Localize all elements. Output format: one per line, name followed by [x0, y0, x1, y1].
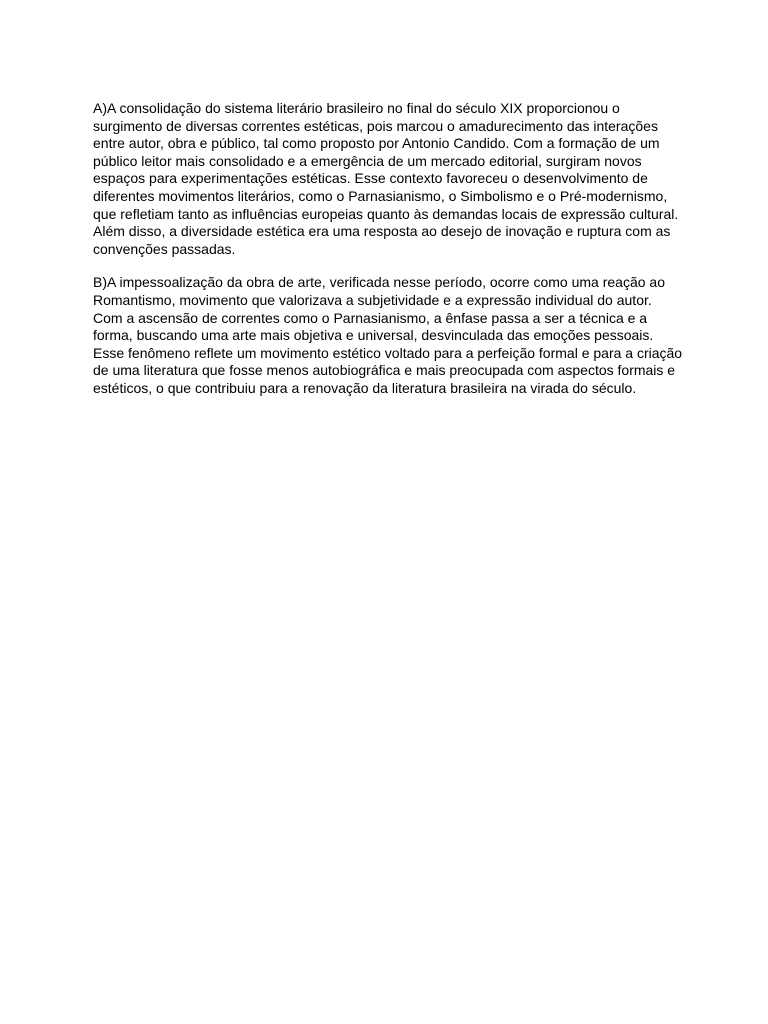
paragraph-a: A)A consolidação do sistema literário brasileiro no final do século XIX proporcionou o surgimento de diversas correntes estéticas, pois marcou o amadurecimento das interações entre autor, obra e público, tal como proposto por Antonio Candido. Com a formação de um público leitor mais consolidado e a emergência de um mercado editorial, surgiram novos espaços para experimentações estéticas. Esse contexto favoreceu o desenvolvimento de diferentes movimentos literários, como o Parnasianismo, o Simbolismo e o Pré-modernismo, que refletiam tanto as influências europeias quanto às demandas locais de expressão cultural. Além disso, a diversidade estética era uma resposta ao desejo de inovação e ruptura com as convenções passadas. — [93, 100, 679, 257]
paragraph-b: B)A impessoalização da obra de arte, verificada nesse período, ocorre como uma reação ao Romantismo, movimento que valorizava a subjetividade e a expressão individual do autor. Com a ascensão de correntes como o Parnasianismo, a ênfase passa a ser a técnica e a forma, buscando uma arte mais objetiva e universal, desvinculada das emoções pessoais. Esse fenômeno reflete um movimento estético voltado para a perfeição formal e para a criação de uma literatura que fosse menos autobiográfica e mais preocupada com aspectos formais e estéticos, o que contribuiu para a renovação da literatura brasileira na virada do século. — [93, 274, 683, 396]
document-body — [93, 100, 683, 398]
